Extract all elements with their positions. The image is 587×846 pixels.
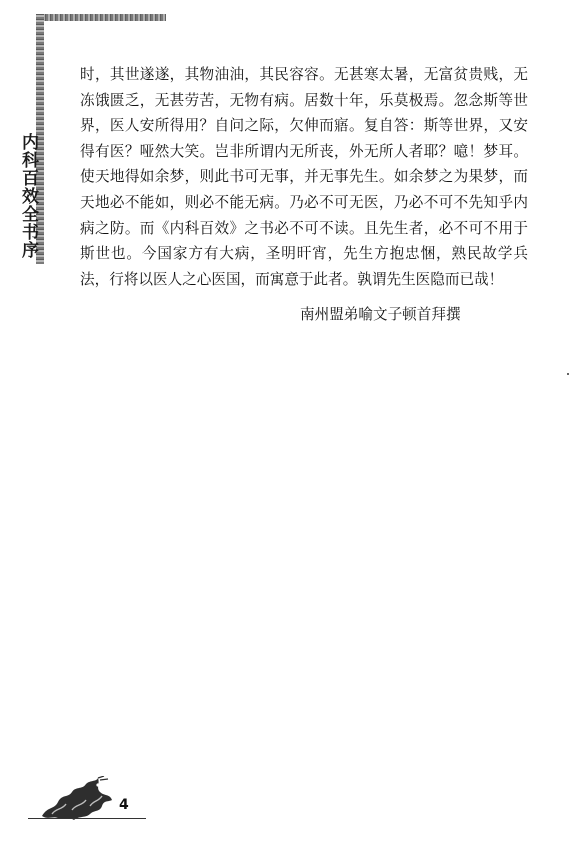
body-paragraph: 时，其世遂遂，其物油油，其民容容。无甚寒太暑，无富贫贵贱，无冻饿匮乏，无甚劳苦，无物有病。居数十年，乐莫极焉。忽念斯等世界，医人安所得用？自问之际，欠伸而寤。复自答：斯等世界，又安得有医？哑然大笑。岂非所谓内无所丧，外无所人者耶？噫！梦耳。使天地得如余梦，则此书可无事，并无事先生。如余梦之为果梦，而天地必不能如，则必不能无病。乃必不可无医，乃必不可不先知乎内病之防。而《内科百效》之书必不可不读。且先生者，必不可不用于斯世也。今国家方有大病，圣明旰宵，先生方抱忠悃，熟民故学兵法，行将以医人之心医国，而寓意于此者。孰谓先生医隐而已哉！ <box>80 66 528 288</box>
author-signature: 南州盟弟喻文子顿首拜撰 <box>300 306 461 323</box>
page-number: 4 <box>119 797 129 813</box>
footer-rule <box>28 818 146 819</box>
corner-frame-top <box>36 14 166 21</box>
dragon-icon <box>38 776 116 822</box>
running-title: 内科百效全书序 <box>18 133 38 259</box>
stray-dot <box>567 373 569 375</box>
